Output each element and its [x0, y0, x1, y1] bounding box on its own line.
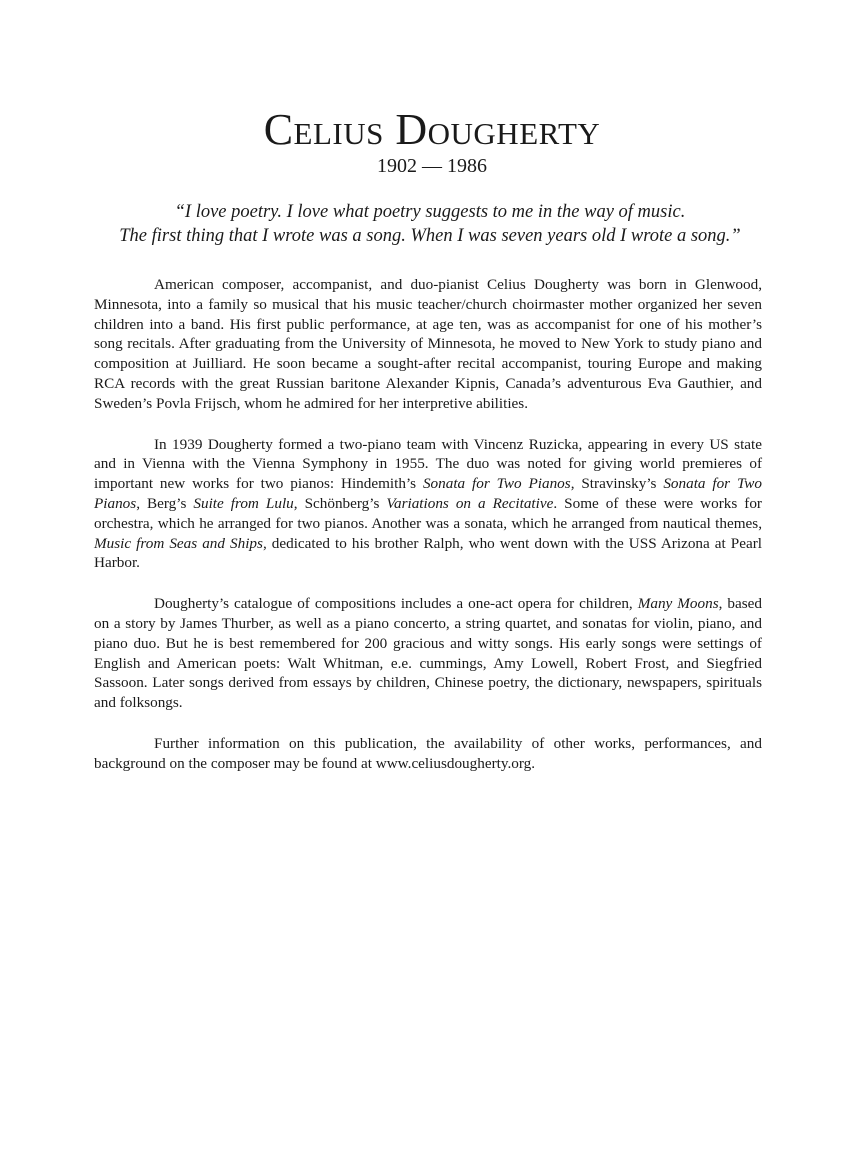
- work-title: Sonata for Two Pianos: [94, 475, 762, 512]
- paragraph-further-info: [94, 734, 762, 774]
- text-segment: , Stravinsky’s: [570, 475, 664, 493]
- biography-body: [94, 275, 762, 795]
- text-segment: Dougherty’s catalogue of compositions includes a one-act opera for children,: [154, 595, 638, 613]
- quote-line: “I love poetry. I love what poetry suggests to me in the way of music.: [174, 202, 686, 222]
- work-title: Music from Seas and Ships: [94, 534, 263, 552]
- text-segment: , Berg’s: [136, 494, 194, 512]
- text-segment: . Some of these were works for orchestra, which he arranged for two pianos. Another was a sonata, which he arranged from nautical themes,: [94, 494, 762, 532]
- epigraph-quote: [90, 200, 770, 248]
- life-dates: 1902 — 1986: [377, 155, 487, 177]
- paragraph-early-life: [94, 275, 762, 414]
- text-segment: American composer, accompanist, and duo-pianist Celius Dougherty was born in Glenwood, Minnesota, into a family so musical that his music teacher/church choirmaster mother organized her seven children into a band. His first public performance, at age ten, was as accompanist for one of his mother’s song recitals. After graduating from the University of Minnesota, he moved to New York to study piano and composition at Juilliard. He soon became a sought-after recital accompanist, touring Europe and making RCA records with the great Russian baritone Alexander Kipnis, Canada’s adventurous Eva Gauthier, and Sweden’s Povla Frijsch, whom he admired for her interpretive abilities.: [94, 276, 762, 412]
- paragraph-duo-career: [94, 435, 762, 574]
- work-title: Sonata for Two Pianos: [422, 475, 571, 493]
- work-title: Many Moons: [637, 595, 719, 613]
- text-segment: In 1939 Dougherty formed a two-piano team with Vincenz Ruzicka, appearing in every US state and in Vienna with the Vienna Symphony in 1955. The duo was noted for giving world premieres of important new works for two pianos: Hindemith’s: [94, 435, 762, 493]
- quote-line: The first thing that I wrote was a song. When I was seven years old I wrote a song.”: [119, 226, 741, 246]
- text-segment: , Schönberg’s: [293, 494, 387, 512]
- text-segment: , based on a story by James Thurber, as well as a piano concerto, a string quartet, and sonatas for violin, piano, and piano duo. But he is best remembered for 200 gracious and witty songs. His early songs were settings of English and American poets: Walt Whitman, e.e. cummings, Amy Lowell, Robert Frost, and Siegfried Sassoon. Later songs derived from essays by children, Chinese poetry, the dictionary, newspapers, spirituals and folksongs.: [94, 595, 762, 712]
- text-segment: Further information on this publication, the availability of other works, performances, and background on the composer may be found at www.celiusdougherty.org.: [94, 734, 762, 772]
- page-title: Celius Dougherty: [263, 105, 601, 154]
- paragraph-compositions: [94, 594, 762, 713]
- text-segment: , dedicated to his brother Ralph, who went down with the USS Arizona at Pearl Harbor.: [94, 534, 762, 572]
- work-title: Suite from Lulu: [193, 494, 294, 512]
- work-title: Variations on a Recitative: [386, 494, 554, 512]
